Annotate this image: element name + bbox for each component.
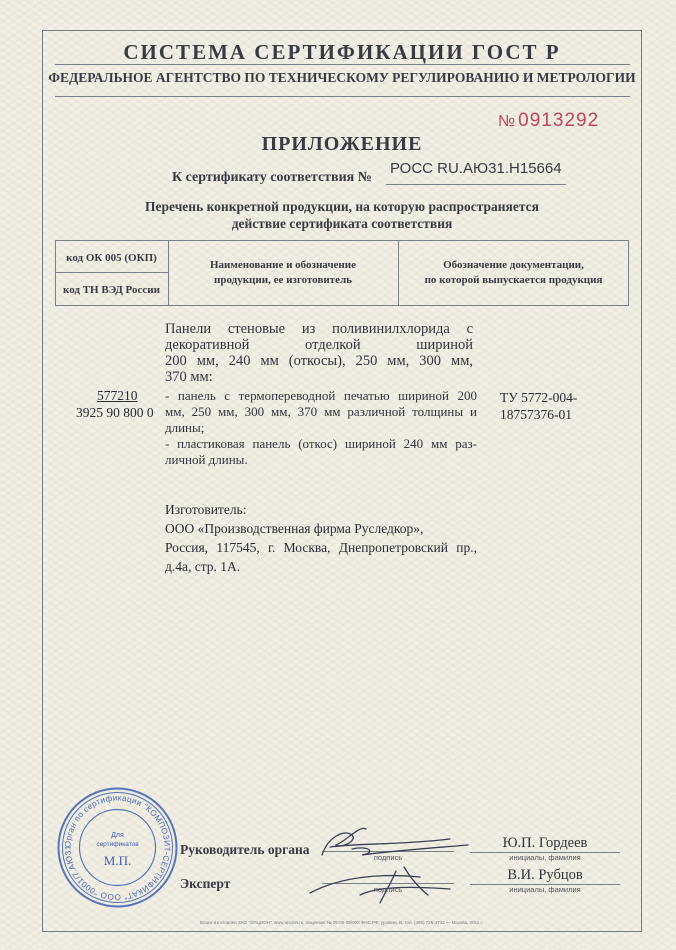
- header-product-name: [168, 258, 398, 288]
- product-items: [165, 388, 477, 468]
- appendix-title: ПРИЛОЖЕНИЕ: [261, 133, 423, 155]
- item-line: мм, 250 мм, 300 мм, 370 мм различной толщины и: [165, 404, 477, 419]
- certificate-label: К сертификату соответствия №: [172, 170, 372, 185]
- stamp-ring-text: Орган по сертификации "КОМПОЗИТ-СЕРТИФИКАТ" ООО "0001/7.АЮ31: [63, 793, 172, 902]
- product-line: Панели стеновые из поливинилхлорида с: [165, 321, 473, 337]
- header-divider-bottom: [55, 96, 630, 97]
- code-ok-value: 577210: [97, 388, 138, 403]
- documentation-value: [500, 389, 577, 423]
- number-sign: №: [498, 113, 517, 130]
- header-code-ok: код ОК 005 (ОКП): [66, 252, 157, 264]
- form-number: [498, 110, 599, 132]
- certificate-number: РОСС RU.АЮ31.Н15664: [390, 160, 562, 177]
- form-footer: Бланк изготовлен ЗАО "ОПЦИОН", www.opcion.ru, лицензия № 05-05-09/003 ФНС РФ, уровень В, тел. (495) 726-4742 — Москва, 2011 г.: [200, 920, 483, 925]
- list-title-line2: действие сертификата соответствия: [231, 216, 453, 231]
- product-line: 370 мм:: [165, 369, 213, 385]
- table-code-divider: [55, 272, 168, 273]
- header-documentation: [398, 258, 629, 288]
- certificate-underline: [386, 184, 566, 185]
- expert-name: В.И. Рубцов: [507, 867, 583, 883]
- item-line: - панель с термопереводной печатью шириной 200: [165, 388, 477, 403]
- manufacturer-block: [165, 500, 477, 576]
- head-label: Руководитель органа: [180, 842, 310, 857]
- tu-line2: 18757376-01: [500, 407, 572, 422]
- header-code-tn: код ТН ВЭД России: [63, 284, 160, 296]
- expert-sign-caption: подпись: [373, 885, 403, 894]
- header-product-name-line1: Наименование и обозначение: [210, 259, 356, 271]
- product-description: [165, 321, 473, 385]
- expert-label: Эксперт: [180, 876, 231, 891]
- header-doc-line1: Обозначение документации,: [443, 259, 584, 271]
- stamp-center-mid: сертификатов: [96, 841, 139, 848]
- stamp-center-top: Для: [111, 832, 124, 839]
- item-line: личной длины.: [165, 452, 248, 467]
- head-sign-caption: подпись: [373, 853, 403, 862]
- code-tn-value: 3925 90 800 0: [76, 405, 154, 420]
- manufacturer-address: Россия, 117545, г. Москва, Днепропетровский пр.,: [165, 540, 477, 555]
- head-signature-scribble: [322, 828, 468, 855]
- tu-line1: ТУ 5772-004-: [500, 390, 578, 405]
- manufacturer-heading: Изготовитель:: [165, 502, 247, 517]
- stamp-center-initials: М.П.: [103, 853, 132, 868]
- item-line: длины;: [165, 420, 205, 435]
- expert-name-caption: инициалы, фамилия: [509, 885, 581, 894]
- manufacturer-address-last: д.4а, стр. 1А.: [165, 559, 241, 574]
- handwritten-signatures: [300, 815, 480, 910]
- product-line: 200 мм, 240 мм (откосы), 250 мм, 300 мм,: [165, 353, 473, 369]
- agency-title: ФЕДЕРАЛЬНОЕ АГЕНТСТВО ПО ТЕХНИЧЕСКОМУ РЕГУЛИРОВАНИЮ И МЕТРОЛОГИИ: [48, 70, 636, 85]
- form-number-value: 0913292: [518, 110, 600, 131]
- list-title-line1: Перечень конкретной продукции, на которую распространяется: [145, 199, 539, 214]
- header-doc-line2: по которой выпускается продукция: [424, 274, 603, 286]
- manufacturer-name: ООО «Производственная фирма Руследкор»,: [165, 521, 424, 536]
- expert-signature-scribble: [310, 867, 450, 903]
- header-divider-top: [55, 64, 630, 65]
- product-list-title: [42, 198, 642, 232]
- round-stamp: [55, 785, 180, 910]
- head-name-caption: инициалы, фамилия: [509, 853, 581, 862]
- head-name: Ю.П. Гордеев: [502, 835, 588, 851]
- item-line: - пластиковая панель (откос) шириной 240 мм раз-: [165, 436, 477, 451]
- system-title: СИСТЕМА СЕРТИФИКАЦИИ ГОСТ Р: [123, 40, 561, 64]
- header-product-name-line2: продукции, ее изготовитель: [214, 274, 352, 286]
- product-line: декоративной отделкой шириной: [165, 337, 473, 353]
